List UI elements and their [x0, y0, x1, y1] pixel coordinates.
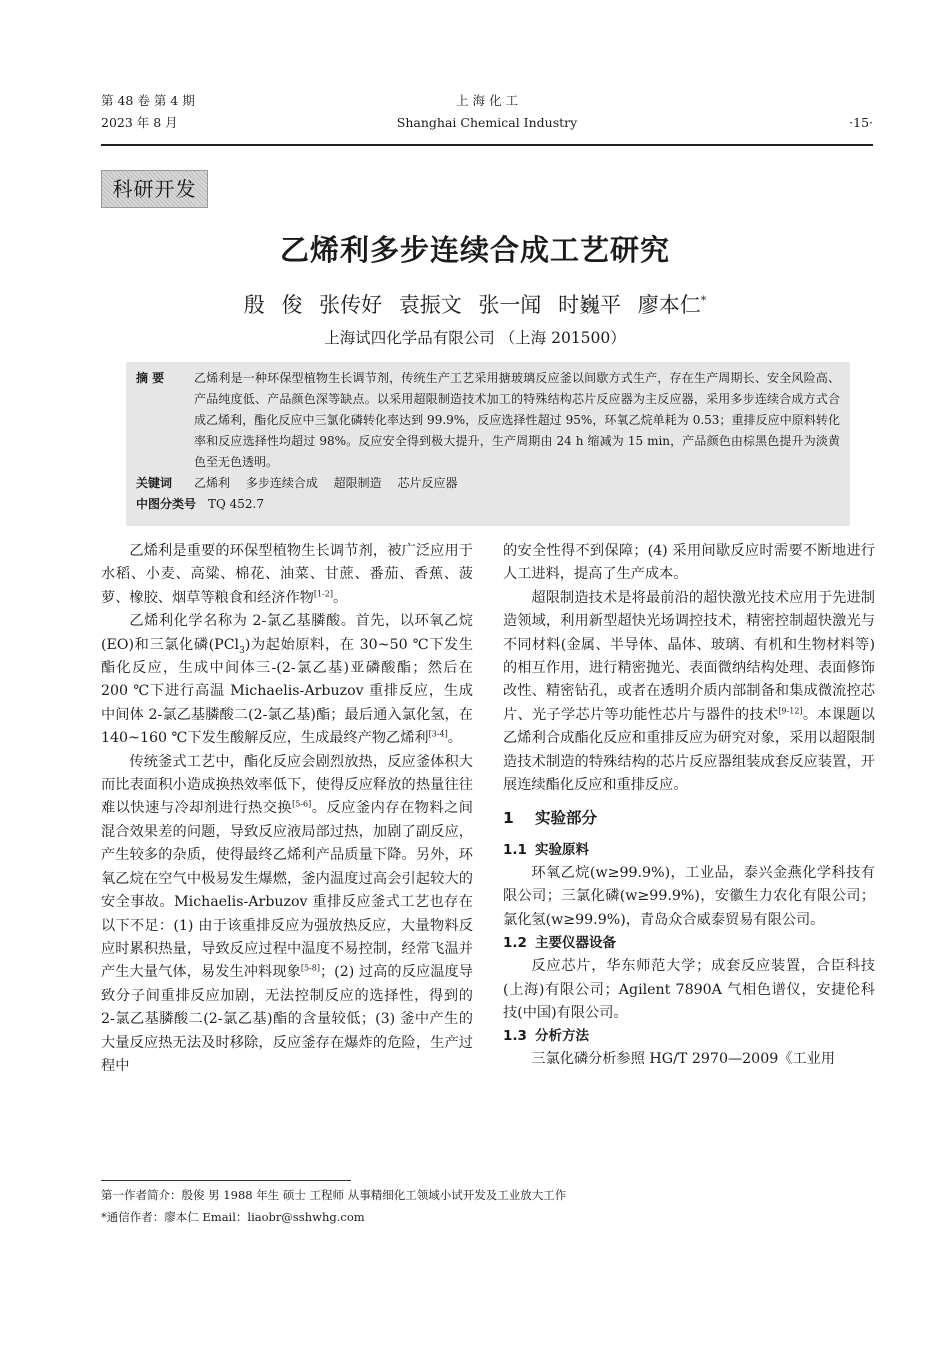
volume-issue: 第 48 卷 第 4 期 — [101, 93, 195, 108]
paragraph: 的安全性得不到保障；(4) 采用间歇反应时需要不断地进行人工进料，提高了生产成本。 — [503, 543, 875, 583]
abstract — [136, 368, 840, 473]
classification-code: TQ 452.7 — [208, 497, 265, 511]
paragraph-text: 。反应釜内存在物料之间混合效果差的问题，导致反应液局部过热，加剧了副反应，产生较多的杂质，使得最终乙烯利产品质量下降。另外，环氧乙烷在空气中极易发生爆燃，釜内温度过高会引起较大的安全事故。Michaelis-Arbuzov 重排反应釜式工艺也存在以下不足：(1) 由于该重排反应为强放热反应，大量物料反应时累积热量，导致反应过程中温度不易控制，经常飞温并产生大量气体，易发生冲料现象 — [101, 800, 473, 981]
author-list — [0, 289, 950, 319]
paragraph-text: 传统釜式工艺中，酯化反应会剧烈放热，反应釜体积大而比表面积小造成换热效率低下，使得反应释放的热量往往难以快速与冷却剂进行热交换 — [101, 753, 473, 817]
body-column-left — [101, 540, 473, 1078]
author-footnote: 第一作者简介：殷俊 男 1988 年生 硕士 工程师 从事精细化工领域小试开发及工业放大工作 — [101, 1188, 567, 1202]
body-column-right — [503, 540, 875, 1072]
running-header — [101, 90, 873, 146]
journal-name-en: Shanghai Chemical Industry — [396, 115, 578, 130]
citation: [1-2] — [313, 589, 333, 599]
section-number: 1.2 — [503, 935, 527, 952]
corresponding-footnote: *通信作者：廖本仁 Email：liaobr@sshwhg.com — [101, 1210, 365, 1224]
section-title: 分析方法 — [535, 1028, 589, 1045]
section-heading — [503, 807, 875, 830]
subsection-heading — [503, 932, 875, 955]
paragraph-text: 超限制造技术是将最前沿的超快激光技术应用于先进制造领域，利用新型超快光场调控技术，精密控制超快激光与不同材料(金属、半导体、晶体、玻璃、有机和生物材料等)的相互作用，进行精密抛光、表面微纳结构处理、表面修饰改性、精密钻孔，或者在透明介质内部制备和集成微流控芯片、光子学芯片等功能性芯片与器件的技术 — [503, 589, 875, 723]
paragraph-text: 乙烯利是重要的环保型植物生长调节剂，被广泛应用于水稻、小麦、高粱、棉花、油菜、甘蔗、番茄、香蕉、菠萝、橡胶、烟草等粮食和经济作物 — [101, 543, 473, 606]
citation: [5-6] — [292, 799, 312, 809]
affiliation: 上海试四化学品有限公司 （上海 201500） — [324, 329, 626, 347]
article-title: 乙烯利多步连续合成工艺研究 — [279, 233, 670, 267]
header-divider — [101, 144, 873, 146]
abstract-text: 乙烯利是一种环保型植物生长调节剂，传统生产工艺采用搪玻璃反应釜以间歇方式生产，存在生产周期长、安全风险高、产品纯度低、产品颜色深等缺点。以采用超限制造技术加工的特殊结构芯片反应器为主反应器，采用多步连续合成方式合成乙烯利，酯化反应中三氯化磷转化率达到 99.9%，反应选择性超过 95%，环氧乙烷单耗为 0.53；重排反应中原料转化率和反应选择性均超过 98%。反应安全得到极大提升，生产周期由 24 h 缩减为 15 min，产品颜色由棕黑色提升为淡黄色至无色透明。 — [194, 371, 840, 469]
author-names: 殷 俊 张传好 袁振文 张一闻 时巍平 廖本仁 — [243, 293, 701, 317]
citation: [5-8] — [300, 963, 320, 973]
paragraph-text: ；(2) 过高的反应温度导致分子间重排反应加剧，无法控制反应的选择性，得到的 2-氯乙基膦酸二(2-氯乙基)酯的含量较低；(3) 釜中产生的大量反应热无法及时移除，反应釜存在爆炸的危险，生产过程中 — [101, 964, 473, 1074]
keywords-label: 关键词 — [136, 476, 173, 490]
paragraph-text: 乙烯利化学名称为 2-氯乙基膦酸。首先，以环氧乙烷(EO)和三氯化磷(PCl — [101, 613, 473, 653]
section-number: 1.3 — [503, 1028, 527, 1045]
journal-name — [101, 90, 873, 134]
keywords — [136, 473, 840, 494]
page-number: ·15· — [849, 115, 873, 130]
paragraph: 三氯化磷分析参照 HG/T 2970—2009《工业用 — [531, 1051, 836, 1068]
section-title: 实验部分 — [535, 809, 598, 828]
abstract-box — [126, 362, 850, 526]
abstract-label: 摘 要 — [136, 371, 165, 385]
citation: [3-4] — [428, 729, 448, 739]
subsection-heading — [503, 839, 875, 862]
paragraph — [101, 751, 473, 1079]
section-number: 1 — [503, 809, 514, 828]
citation: [9-12] — [778, 706, 803, 716]
paragraph: 环氧乙烷(w≥99.9%)，工业品，泰兴金燕化学科技有限公司；三氯化磷(w≥99.9%)，安徽生力农化有限公司；氯化氢(w≥99.9%)，青岛众合威泰贸易有限公司。 — [503, 864, 875, 928]
paragraph — [503, 587, 875, 798]
paragraph-text: )为起始原料，在 30~50 ℃下发生酯化反应，生成中间体三-(2-氯乙基)亚磷酸酯；然后在 200 ℃下进行高温 Michaelis-Arbuzov 重排反应，生成中间体 2-氯乙基膦酸二(2-氯乙基)酯；最后通入氯化氢，在 140~160 ℃下发生酸解反应，生成最终产物乙烯利 — [101, 636, 473, 747]
section-title: 实验原料 — [535, 841, 589, 858]
subscript: 3 — [239, 645, 245, 656]
section-number: 1.1 — [503, 841, 527, 858]
paragraph: 反应芯片，华东师范大学；成套反应装置，合臣科技(上海)有限公司；Agilent 7890A 气相色谱仪，安捷伦科技(中国)有限公司。 — [503, 958, 875, 1021]
paragraph: 乙烯利化学名称为 2-氯乙基膦酸。首先，以环氧乙烷(EO)和三氯化磷(PCl$_3$)为起始原料，在 30~50 ℃下发生酯化反应，生成中间体三-(2-氯乙基)亚磷酸酯；然后在 200 ℃下进行高温 Michaelis-Arbuzov 重排反应，生成中间体 2-氯乙基膦酸二(2-氯乙基)酯；最后通入氯化氢，在 140~160 ℃下发生酸解反应，生成最终产物乙烯利[3-4]。 — [101, 613, 473, 747]
subsection-heading — [503, 1025, 875, 1048]
publication-date: 2023 年 8 月 — [101, 115, 178, 130]
footnote-divider — [101, 1180, 351, 1181]
journal-name-cn: 上 海 化 工 — [456, 93, 518, 108]
classification — [136, 494, 840, 515]
paragraph-text: 。本课题以乙烯利合成酯化反应和重排反应为研究对象，采用以超限制造技术制造的特殊结构的芯片反应器组装成套反应装置，开展连续酯化反应和重排反应。 — [503, 706, 875, 794]
corresponding-mark: * — [700, 294, 707, 307]
paragraph: 乙烯利是重要的环保型植物生长调节剂，被广泛应用于水稻、小麦、高粱、棉花、油菜、甘蔗、番茄、香蕉、菠萝、橡胶、烟草等粮食和经济作物[1-2]。 — [101, 543, 473, 606]
section-title: 主要仪器设备 — [535, 935, 616, 952]
keywords-text: 乙烯利 多步连续合成 超限制造 芯片反应器 — [194, 476, 458, 490]
section-tag: 科研开发 — [101, 170, 208, 208]
classification-label: 中图分类号 — [136, 497, 197, 511]
